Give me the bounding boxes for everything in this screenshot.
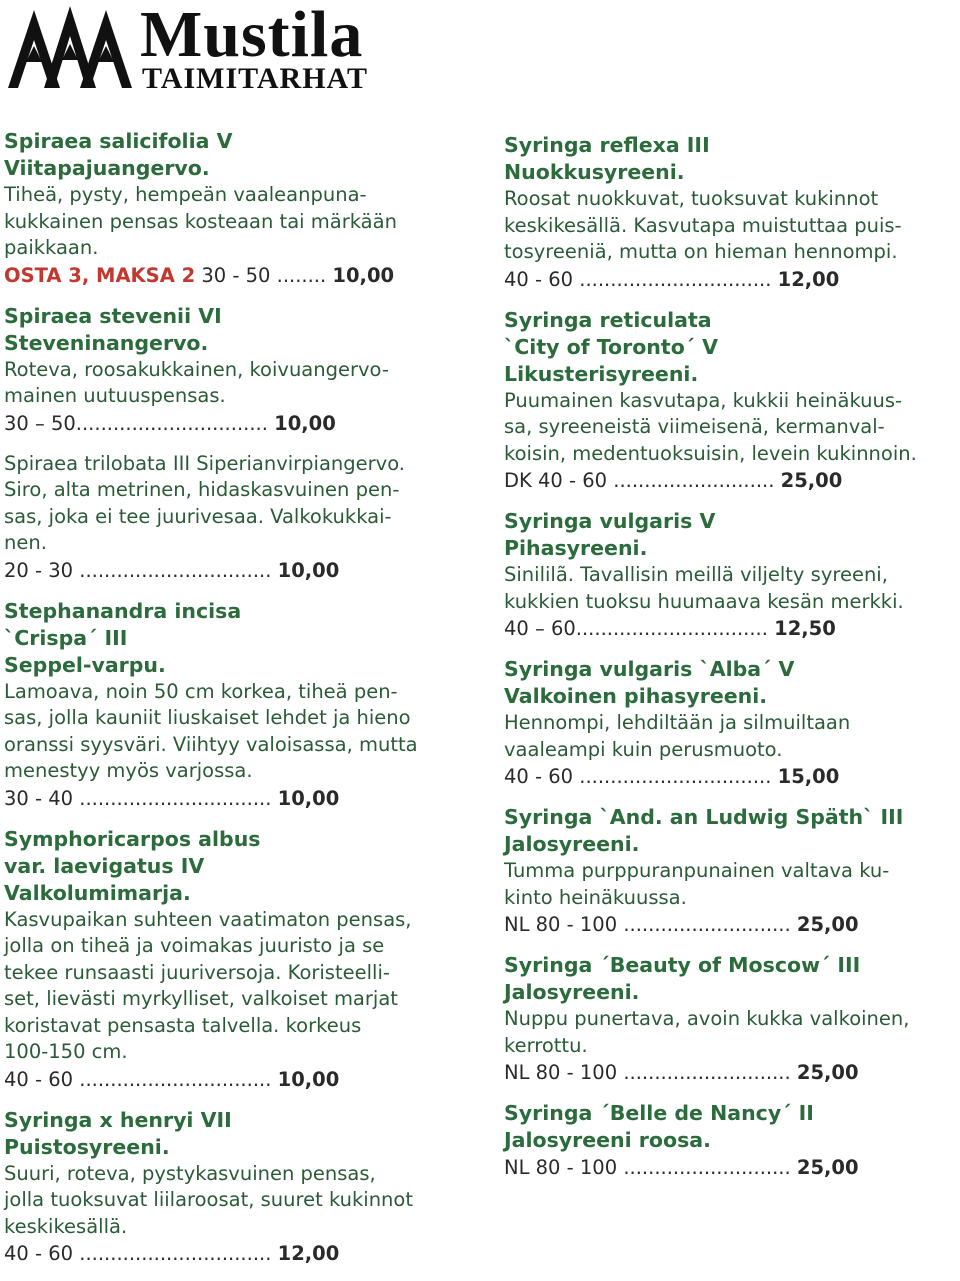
plant-description-line: Lamoava, noin 50 cm korkea, tiheä pen-: [4, 679, 398, 703]
plant-title-line: Syringa vulgaris V: [504, 509, 716, 533]
price-line: [4, 1066, 456, 1093]
size-range: 40 - 60: [504, 267, 574, 291]
brand-name: Mustila: [140, 2, 364, 71]
plant-title-line: Jalosyreeni.: [504, 980, 640, 1004]
plant-description-line: tosyreeniä, mutta on hieman hennompi.: [504, 240, 898, 263]
leader-dots: ...........................: [617, 1156, 791, 1179]
plant-entry: [504, 132, 956, 293]
plant-description-line: menestyy myös varjossa.: [4, 759, 253, 782]
leader-dots: ...............................: [575, 617, 768, 640]
plant-description-line: jolla on tiheä ja voimakas juuristo ja se: [4, 934, 385, 957]
plant-title-line: Viitapajuangervo.: [4, 156, 210, 180]
price-value: 25,00: [796, 1061, 859, 1084]
plant-title-line: var. laevigatus IV: [4, 853, 205, 878]
plant-title-line: Syringa `And. an Ludwig Späth` III: [504, 805, 904, 829]
price-line: [4, 557, 456, 584]
plant-title-line: Valkolumimarja.: [4, 880, 191, 905]
plant-title-line: Spiraea stevenii VI: [4, 303, 222, 328]
plant-description-line: Suuri, roteva, pystykasvuinen pensas,: [4, 1161, 376, 1185]
price-value: 12,00: [277, 1242, 340, 1265]
price-value: 25,00: [796, 1156, 859, 1179]
plant-title-line: Seppel-varpu.: [4, 652, 166, 677]
plant-entry: [4, 451, 456, 584]
plant-entry: [4, 128, 456, 289]
leader-dots: ...............................: [573, 765, 772, 788]
leader-dots: ...............................: [573, 267, 772, 291]
left-column: [4, 128, 456, 1281]
plant-description-line: koristavat pensasta talvella. korkeus: [4, 1013, 362, 1037]
plant-title-line: Spiraea salicifolia V: [4, 129, 233, 153]
leader-dots: ...............................: [73, 558, 272, 582]
plant-description-line: paikkaan.: [4, 236, 99, 259]
price-value: 10,00: [277, 558, 340, 582]
leader-dots: ...........................: [617, 1061, 791, 1084]
size-range: 30 - 50: [201, 263, 271, 287]
plant-title-line: Jalosyreeni.: [504, 832, 640, 856]
price-value: 10,00: [332, 263, 395, 287]
plant-description-line: Tumma purppuranpunainen valtava ku-: [504, 859, 890, 882]
size-range: 40 – 60: [504, 617, 576, 640]
price-line: [4, 1240, 456, 1267]
plant-title-line: `City of Toronto´ V: [504, 334, 719, 359]
plant-title-line: Puistosyreeni.: [4, 1134, 170, 1159]
plant-description-line: kerrottu.: [504, 1033, 588, 1057]
price-value: 12,50: [774, 617, 836, 640]
size-range: 20 - 30: [4, 558, 74, 582]
plant-entry: [504, 1100, 956, 1181]
plant-description-line: 100-150 cm.: [4, 1040, 128, 1063]
plant-description-line: Hennompi, lehdiltään ja silmuiltaan: [504, 711, 851, 734]
plant-title-line: Jalosyreeni roosa.: [504, 1128, 711, 1152]
plant-entry: [4, 303, 456, 437]
price-line: [504, 911, 956, 938]
leader-dots: ...............................: [73, 786, 272, 810]
plant-description-line: Nuppu punertava, avoin kukka valkoinen,: [504, 1007, 910, 1030]
size-range: DK 40 - 60: [504, 469, 608, 492]
plant-description-line: oranssi syysväri. Viihtyy valoisassa, mutta: [4, 732, 418, 756]
size-range: 30 – 50: [4, 411, 76, 435]
plant-entry: [504, 307, 956, 495]
price-value: 10,00: [274, 411, 336, 435]
plant-title-line: Likusterisyreeni.: [504, 361, 699, 386]
price-line: [504, 1059, 956, 1086]
price-line: [504, 763, 956, 790]
plant-description-line: Puumainen kasvutapa, kukkii heinäkuus-: [504, 388, 903, 412]
price-value: 15,00: [777, 765, 840, 788]
plant-entry: [4, 826, 456, 1093]
plant-description-line: Kasvupaikan suhteen vaatimaton pensas,: [4, 907, 412, 931]
plant-description-line: sa, syreeneistä viimeisenä, kermanval-: [504, 415, 885, 438]
plant-description-line: Spiraea trilobata III Siperianvirpiangervo.: [4, 451, 405, 475]
plant-description-line: vaaleampi kuin perusmuoto.: [504, 737, 783, 761]
plant-title-line: Syringa ´Beauty of Moscow´ III: [504, 953, 861, 977]
plant-description-line: kukkainen pensas kosteaan tai märkään: [4, 209, 397, 233]
plant-title-line: Nuokkusyreeni.: [504, 160, 685, 184]
plant-description-line: keskikesällä.: [4, 1214, 128, 1238]
plant-description-line: mainen uutuuspensas.: [4, 384, 226, 407]
size-range: 40 - 60: [4, 1242, 74, 1265]
price-line: [504, 467, 956, 494]
mustila-logo: [4, 2, 434, 94]
right-column: [504, 132, 956, 1195]
plant-description-line: Roosat nuokkuvat, tuoksuvat kukinnot: [504, 187, 879, 210]
plant-entry: [4, 1107, 456, 1268]
plant-title-line: Valkoinen pihasyreeni.: [504, 684, 768, 708]
price-line: [504, 266, 956, 293]
price-line: [4, 262, 456, 289]
price-line: [504, 1154, 956, 1181]
plant-title-line: Pihasyreeni.: [504, 536, 648, 560]
brand-sub: TAIMITARHAT: [142, 62, 369, 94]
plant-title-line: `Crispa´ III: [4, 625, 128, 650]
plant-description-line: keskikesällä. Kasvutapa muistuttaa puis-: [504, 213, 902, 237]
plant-title-line: Syringa x henryi VII: [4, 1107, 232, 1132]
leader-dots: ...........................: [617, 913, 791, 936]
plant-entry: [504, 508, 956, 642]
price-value: 10,00: [277, 1067, 340, 1091]
tree-logo-icon: [4, 2, 434, 94]
plant-description-line: koisin, medentuoksuisin, levein kukinnoin.: [504, 441, 917, 465]
plant-description-line: Tiheä, pysty, hempeän vaaleanpuna-: [4, 183, 367, 206]
price-value: 10,00: [277, 786, 340, 810]
plant-description-line: Siro, alta metrinen, hidaskasvuinen pen-: [4, 478, 400, 501]
plant-description-line: kukkien tuoksu huumaava kesän merkki.: [504, 589, 904, 613]
plant-description-line: tekee runsaasti juuriversoja. Koristeelli-: [4, 960, 390, 984]
plant-title-line: Stephanandra incisa: [4, 598, 242, 623]
price-value: 25,00: [780, 469, 843, 492]
price-value: 12,00: [777, 267, 840, 291]
size-range: NL 80 - 100: [504, 1061, 618, 1084]
plant-description-line: jolla tuoksuvat liilaroosat, suuret kukinnot: [4, 1188, 413, 1211]
price-line: [4, 410, 456, 437]
size-range: 40 - 60: [504, 765, 574, 788]
plant-entry: [504, 952, 956, 1086]
plant-entry: [504, 656, 956, 790]
plant-title-line: Syringa vulgaris `Alba´ V: [504, 657, 795, 681]
price-line: [504, 615, 956, 642]
plant-description-line: sas, jolla kauniit liuskaiset lehdet ja hieno: [4, 706, 411, 729]
promo-label: OSTA 3, MAKSA 2: [4, 263, 196, 287]
plant-description-line: set, lievästi myrkylliset, valkoiset marjat: [4, 987, 398, 1010]
plant-title-line: Syringa ´Belle de Nancy´ II: [504, 1101, 814, 1125]
plant-title-line: Symphoricarpos albus: [4, 826, 261, 851]
plant-title-line: Steveninangervo.: [4, 330, 209, 355]
size-range: 40 - 60: [4, 1067, 74, 1091]
leader-dots: ...............................: [73, 1242, 272, 1265]
size-range: 30 - 40: [4, 786, 74, 810]
plant-description-line: Sinililã. Tavallisin meillä viljelty syreeni,: [504, 563, 888, 586]
price-value: 25,00: [796, 913, 859, 936]
leader-dots: ...............................: [73, 1067, 272, 1091]
price-line: [4, 785, 456, 812]
plant-description-line: kinto heinäkuussa.: [504, 885, 687, 909]
plant-description-line: sas, joka ei tee juurivesaa. Valkokukkai-: [4, 504, 392, 528]
leader-dots: ...............................: [75, 411, 268, 435]
size-range: NL 80 - 100: [504, 1156, 618, 1179]
plant-description-line: Roteva, roosakukkainen, koivuangervo-: [4, 357, 389, 381]
plant-title-line: Syringa reticulata: [504, 307, 712, 332]
plant-entry: [4, 598, 456, 812]
plant-description-line: nen.: [4, 531, 47, 554]
leader-dots: ..........................: [607, 469, 775, 492]
size-range: NL 80 - 100: [504, 913, 618, 936]
leader-dots: ........: [270, 263, 327, 287]
plant-title-line: Syringa reflexa III: [504, 133, 710, 157]
plant-entry: [504, 804, 956, 938]
